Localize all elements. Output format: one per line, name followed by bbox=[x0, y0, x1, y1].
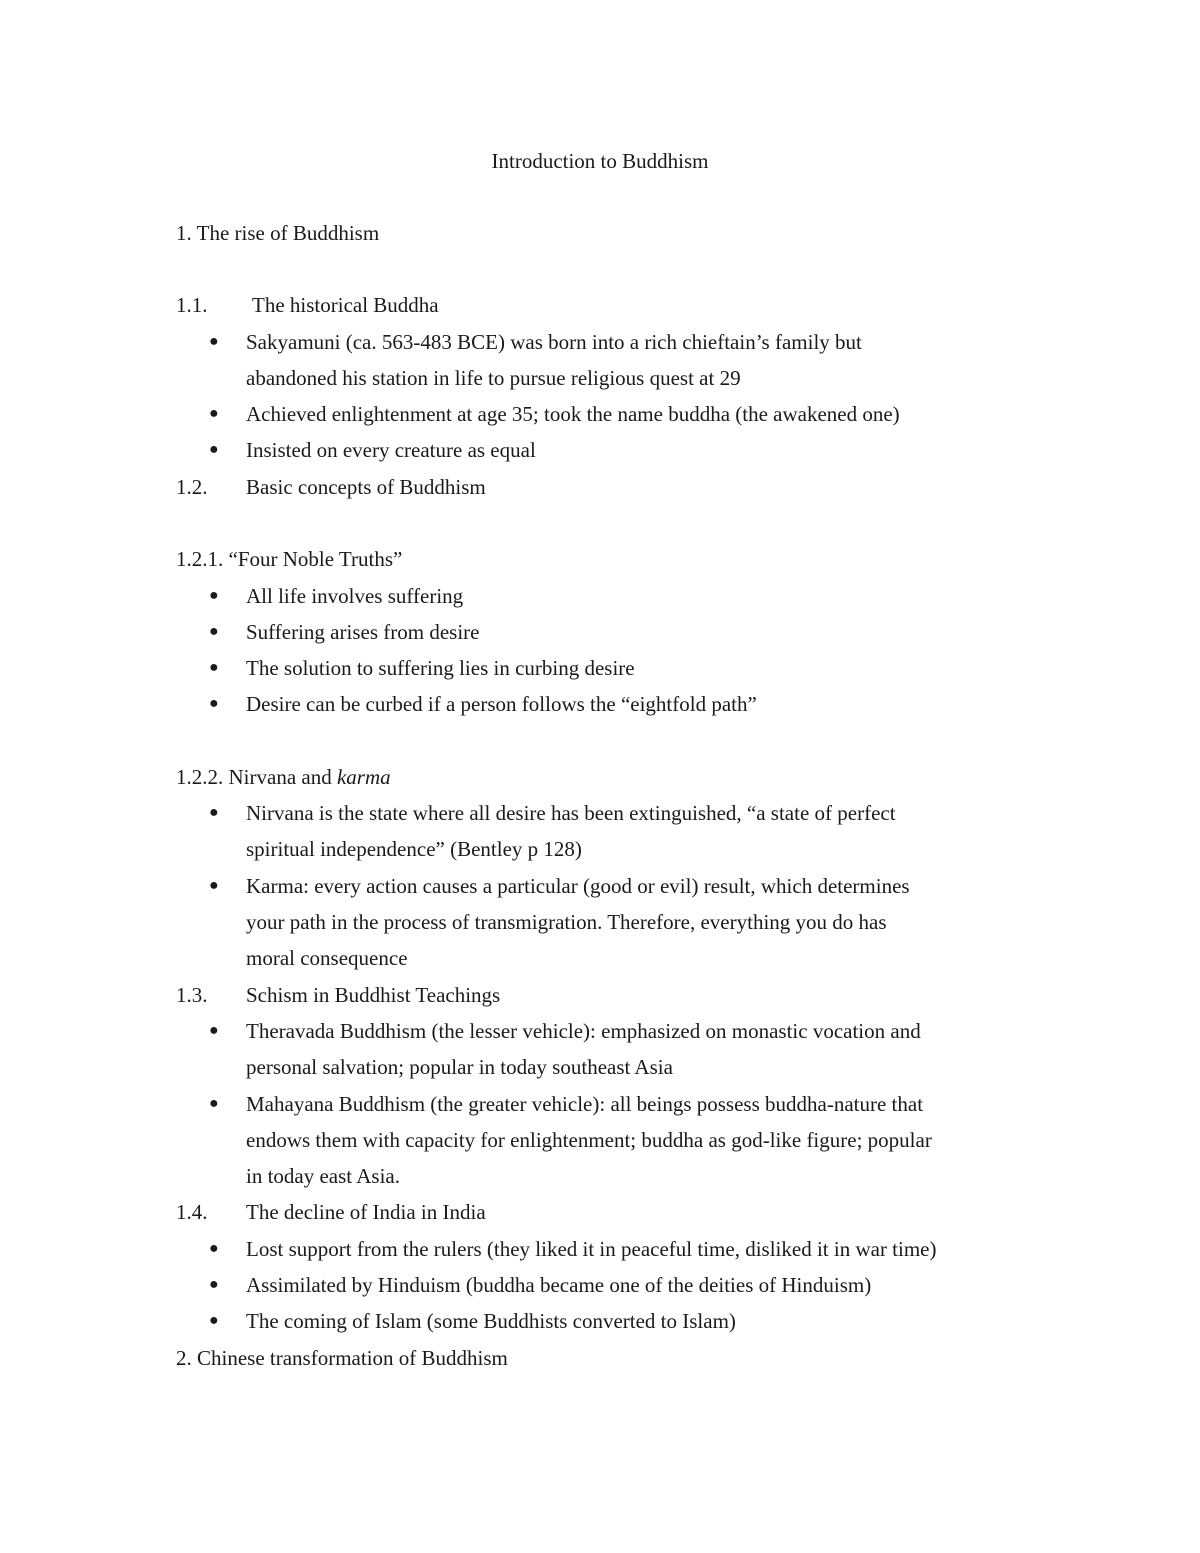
heading-text: 1.2.2. Nirvana and bbox=[176, 765, 337, 789]
section-1-2-number: 1.2. bbox=[176, 475, 208, 499]
list-item: Karma: every action causes a particular (good or evil) result, which determines bbox=[246, 874, 910, 898]
list-item: Achieved enlightenment at age 35; took the name buddha (the awakened one) bbox=[246, 402, 900, 426]
list-item: Insisted on every creature as equal bbox=[246, 438, 536, 462]
bullet-icon: ● bbox=[209, 877, 219, 894]
list-item: Desire can be curbed if a person follows the “eightfold path” bbox=[246, 692, 757, 716]
bullet-icon: ● bbox=[209, 405, 219, 422]
section-1-1-number: 1.1. bbox=[176, 293, 208, 317]
list-item-continuation: spiritual independence” (Bentley p 128) bbox=[246, 837, 582, 861]
list-item: Mahayana Buddhism (the greater vehicle): all beings possess buddha-nature that bbox=[246, 1092, 924, 1116]
list-item: Suffering arises from desire bbox=[246, 620, 480, 644]
list-item: Sakyamuni (ca. 563-483 BCE) was born into a rich chieftain’s family but bbox=[246, 330, 862, 354]
bullet-icon: ● bbox=[209, 1095, 219, 1112]
section-1-3-title: Schism in Buddhist Teachings bbox=[246, 983, 501, 1007]
section-1-3-number: 1.3. bbox=[176, 983, 208, 1007]
list-item: Assimilated by Hinduism (buddha became one of the deities of Hinduism) bbox=[246, 1273, 872, 1297]
bullet-icon: ● bbox=[209, 1240, 219, 1257]
list-item-continuation: moral consequence bbox=[246, 946, 408, 970]
list-item-continuation: abandoned his station in life to pursue religious quest at 29 bbox=[246, 366, 741, 390]
section-1-2-1-heading: 1.2.1. “Four Noble Truths” bbox=[176, 547, 403, 571]
section-1-heading: 1. The rise of Buddhism bbox=[176, 221, 380, 245]
section-1-4-title: The decline of India in India bbox=[246, 1200, 486, 1224]
list-item: Nirvana is the state where all desire has been extinguished, “a state of perfect bbox=[246, 801, 896, 825]
list-item-continuation: in today east Asia. bbox=[246, 1164, 400, 1188]
list-item-continuation: your path in the process of transmigration. Therefore, everything you do has bbox=[246, 910, 887, 934]
list-item: The solution to suffering lies in curbing desire bbox=[246, 656, 635, 680]
bullet-icon: ● bbox=[209, 623, 219, 640]
heading-emphasis: karma bbox=[336, 765, 391, 789]
section-1-2-2-heading bbox=[176, 763, 391, 791]
section-2-heading: 2. Chinese transformation of Buddhism bbox=[176, 1346, 508, 1370]
list-item: All life involves suffering bbox=[246, 584, 464, 608]
list-item-continuation: endows them with capacity for enlightenment; buddha as god-like figure; popular bbox=[246, 1128, 932, 1152]
list-item: Lost support from the rulers (they liked it in peaceful time, disliked it in war time) bbox=[246, 1237, 937, 1261]
section-1-4-number: 1.4. bbox=[176, 1200, 208, 1224]
bullet-icon: ● bbox=[209, 659, 219, 676]
bullet-icon: ● bbox=[209, 441, 219, 458]
list-item: Theravada Buddhism (the lesser vehicle): emphasized on monastic vocation and bbox=[246, 1019, 921, 1043]
bullet-icon: ● bbox=[209, 1022, 219, 1039]
section-1-2-title: Basic concepts of Buddhism bbox=[246, 475, 486, 499]
page-title: Introduction to Buddhism bbox=[491, 149, 709, 173]
list-item: The coming of Islam (some Buddhists converted to Islam) bbox=[246, 1309, 736, 1333]
section-1-1-title: The historical Buddha bbox=[252, 293, 439, 317]
list-item-continuation: personal salvation; popular in today southeast Asia bbox=[246, 1055, 673, 1079]
bullet-icon: ● bbox=[209, 333, 219, 350]
bullet-icon: ● bbox=[209, 587, 219, 604]
bullet-icon: ● bbox=[209, 1276, 219, 1293]
bullet-icon: ● bbox=[209, 804, 219, 821]
bullet-icon: ● bbox=[209, 695, 219, 712]
bullet-icon: ● bbox=[209, 1312, 219, 1329]
